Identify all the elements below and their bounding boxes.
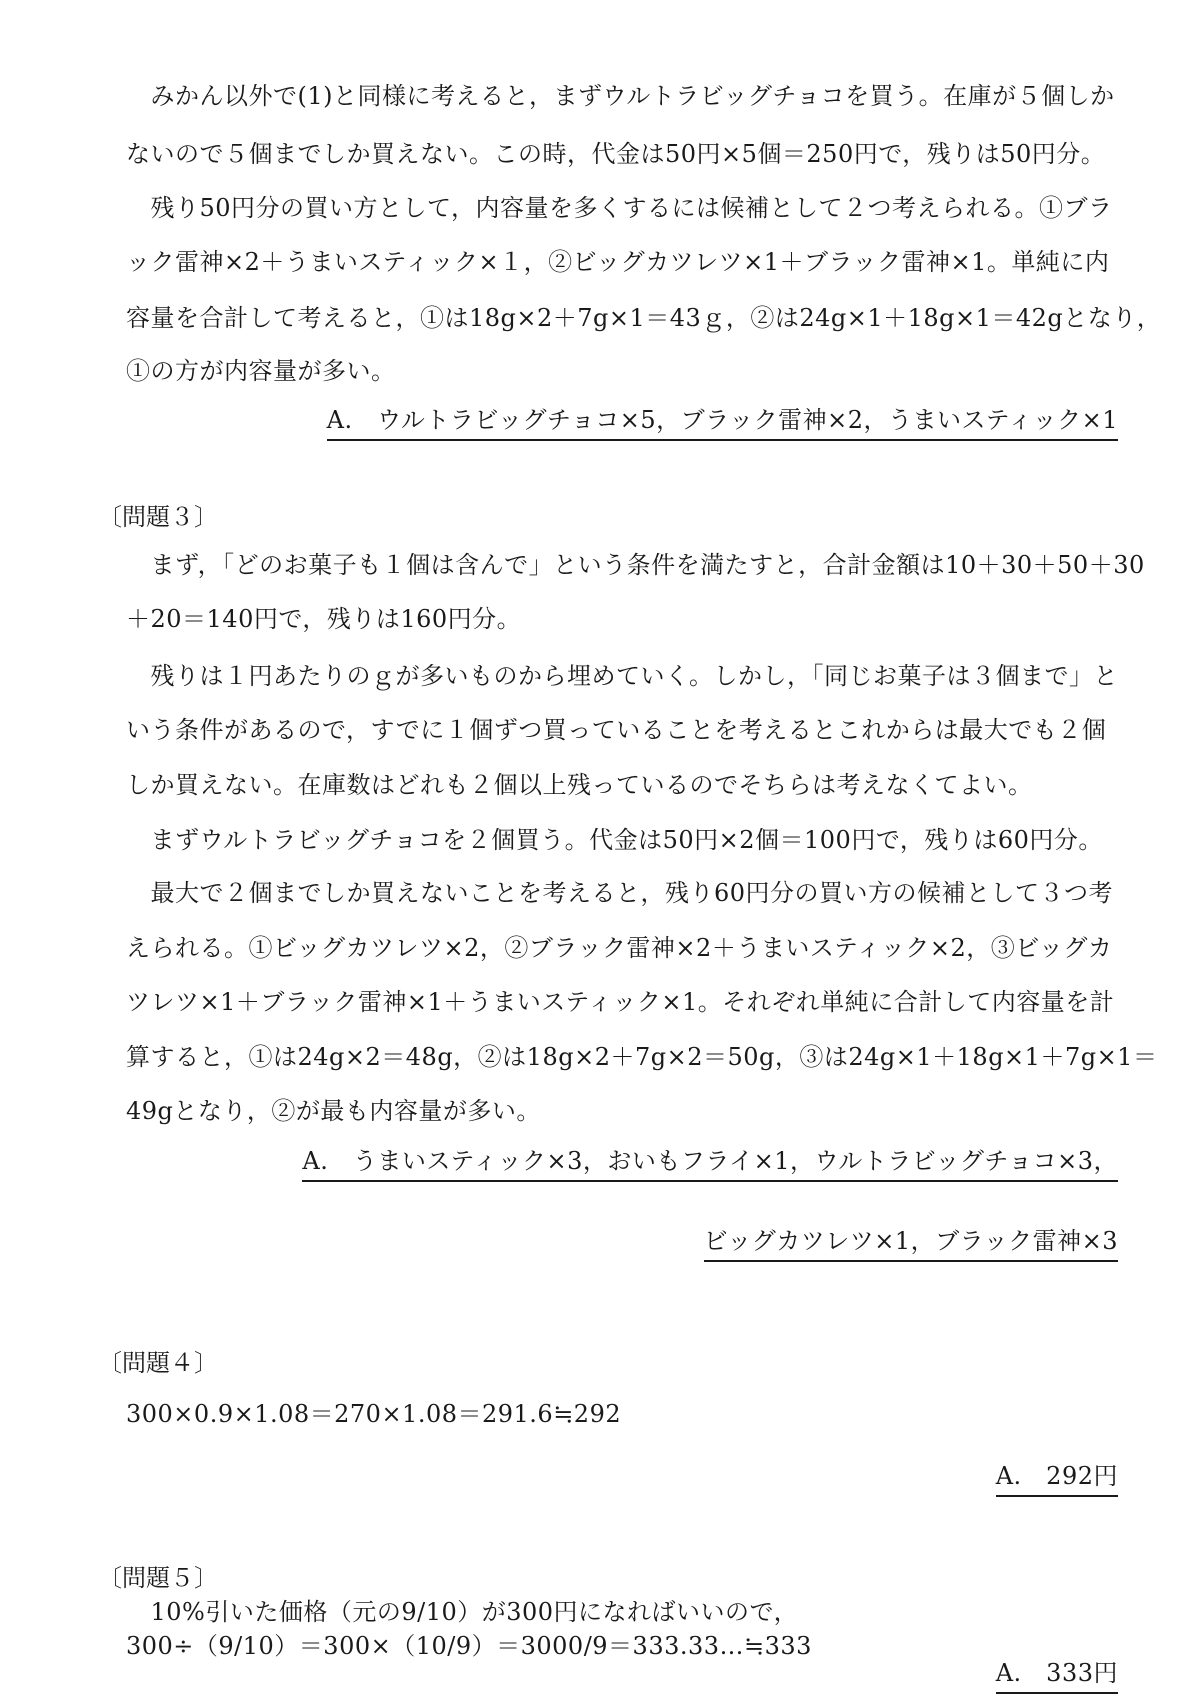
answer-section-3-line-2: ビッグカツレツ×1，ブラック雷神×3 (704, 1223, 1118, 1262)
paragraph-line: みかん以外で(1)と同様に考えると，まずウルトラビッグチョコを買う。在庫が５個しか (126, 82, 1115, 110)
paragraph-line: 残り50円分の買い方として，内容量を多くするには候補として２つ考えられる。①ブラ (126, 194, 1113, 222)
formula-line: 300×0.9×1.08＝270×1.08＝291.6≒292 (126, 1400, 622, 1428)
paragraph-line: 残りは１円あたりのｇが多いものから埋めていく。しかし，「同じお菓子は３個まで」と (126, 662, 1119, 690)
paragraph-line: まず，「どのお菓子も１個は含んで」という条件を満たすと，合計金額は10＋30＋50＋30 (126, 551, 1145, 579)
paragraph-line: 10%引いた価格（元の9/10）が300円になればいいので， (126, 1598, 799, 1626)
answer-section-4: A. 292円 (996, 1458, 1118, 1497)
answer-section-2: A. ウルトラビッグチョコ×5，ブラック雷神×2，うまいスティック×1 (327, 402, 1118, 441)
paragraph-line: 算すると，①は24g×2＝48g，②は18g×2＋7g×2＝50g，③は24g×1＋18g×1＋7g×1＝ (126, 1043, 1158, 1071)
paragraph-line: 49gとなり，②が最も内容量が多い。 (126, 1097, 541, 1125)
section-heading: 〔問題３〕 (98, 503, 218, 531)
paragraph-line: まずウルトラビッグチョコを２個買う。代金は50円×2個＝100円で，残りは60円分。 (126, 826, 1103, 854)
answer-section-5: A. 333円 (996, 1655, 1118, 1694)
paragraph-line: いう条件があるので，すでに１個ずつ買っていることを考えるとこれからは最大でも２個 (126, 716, 1107, 744)
section-heading: 〔問題５〕 (98, 1564, 218, 1592)
paragraph-line: しか買えない。在庫数はどれも２個以上残っているのでそちらは考えなくてよい。 (126, 771, 1033, 799)
section-heading: 〔問題４〕 (98, 1349, 218, 1377)
paragraph-line: 300÷（9/10）＝300×（10/9）＝3000/9＝333.33…≒333 (126, 1632, 812, 1660)
paragraph-line: ないので５個までしか買えない。この時，代金は50円×5個＝250円で，残りは50円分。 (126, 140, 1106, 168)
paragraph-line: ①の方が内容量が多い。 (126, 357, 396, 385)
answer-section-3-line-1: A. うまいスティック×3，おいもフライ×1，ウルトラビッグチョコ×3， (302, 1143, 1118, 1182)
paragraph-line: えられる。①ビッグカツレツ×2，②ブラック雷神×2＋うまいスティック×2，③ビッグカ (126, 934, 1113, 962)
paragraph-line: 最大で２個までしか買えないことを考えると，残り60円分の買い方の候補として３つ考 (126, 879, 1114, 907)
paragraph-line: ＋20＝140円で，残りは160円分。 (126, 605, 522, 633)
paragraph-line: 容量を合計して考えると，①は18g×2＋7g×1＝43ｇ，②は24g×1＋18g×1＝42gとなり， (126, 304, 1162, 332)
paragraph-line: ック雷神×2＋うまいスティック×１，②ビッグカツレツ×1＋ブラック雷神×1。単純に内 (126, 248, 1110, 276)
paragraph-line: ツレツ×1＋ブラック雷神×1＋うまいスティック×1。それぞれ単純に合計して内容量を計 (126, 988, 1115, 1016)
